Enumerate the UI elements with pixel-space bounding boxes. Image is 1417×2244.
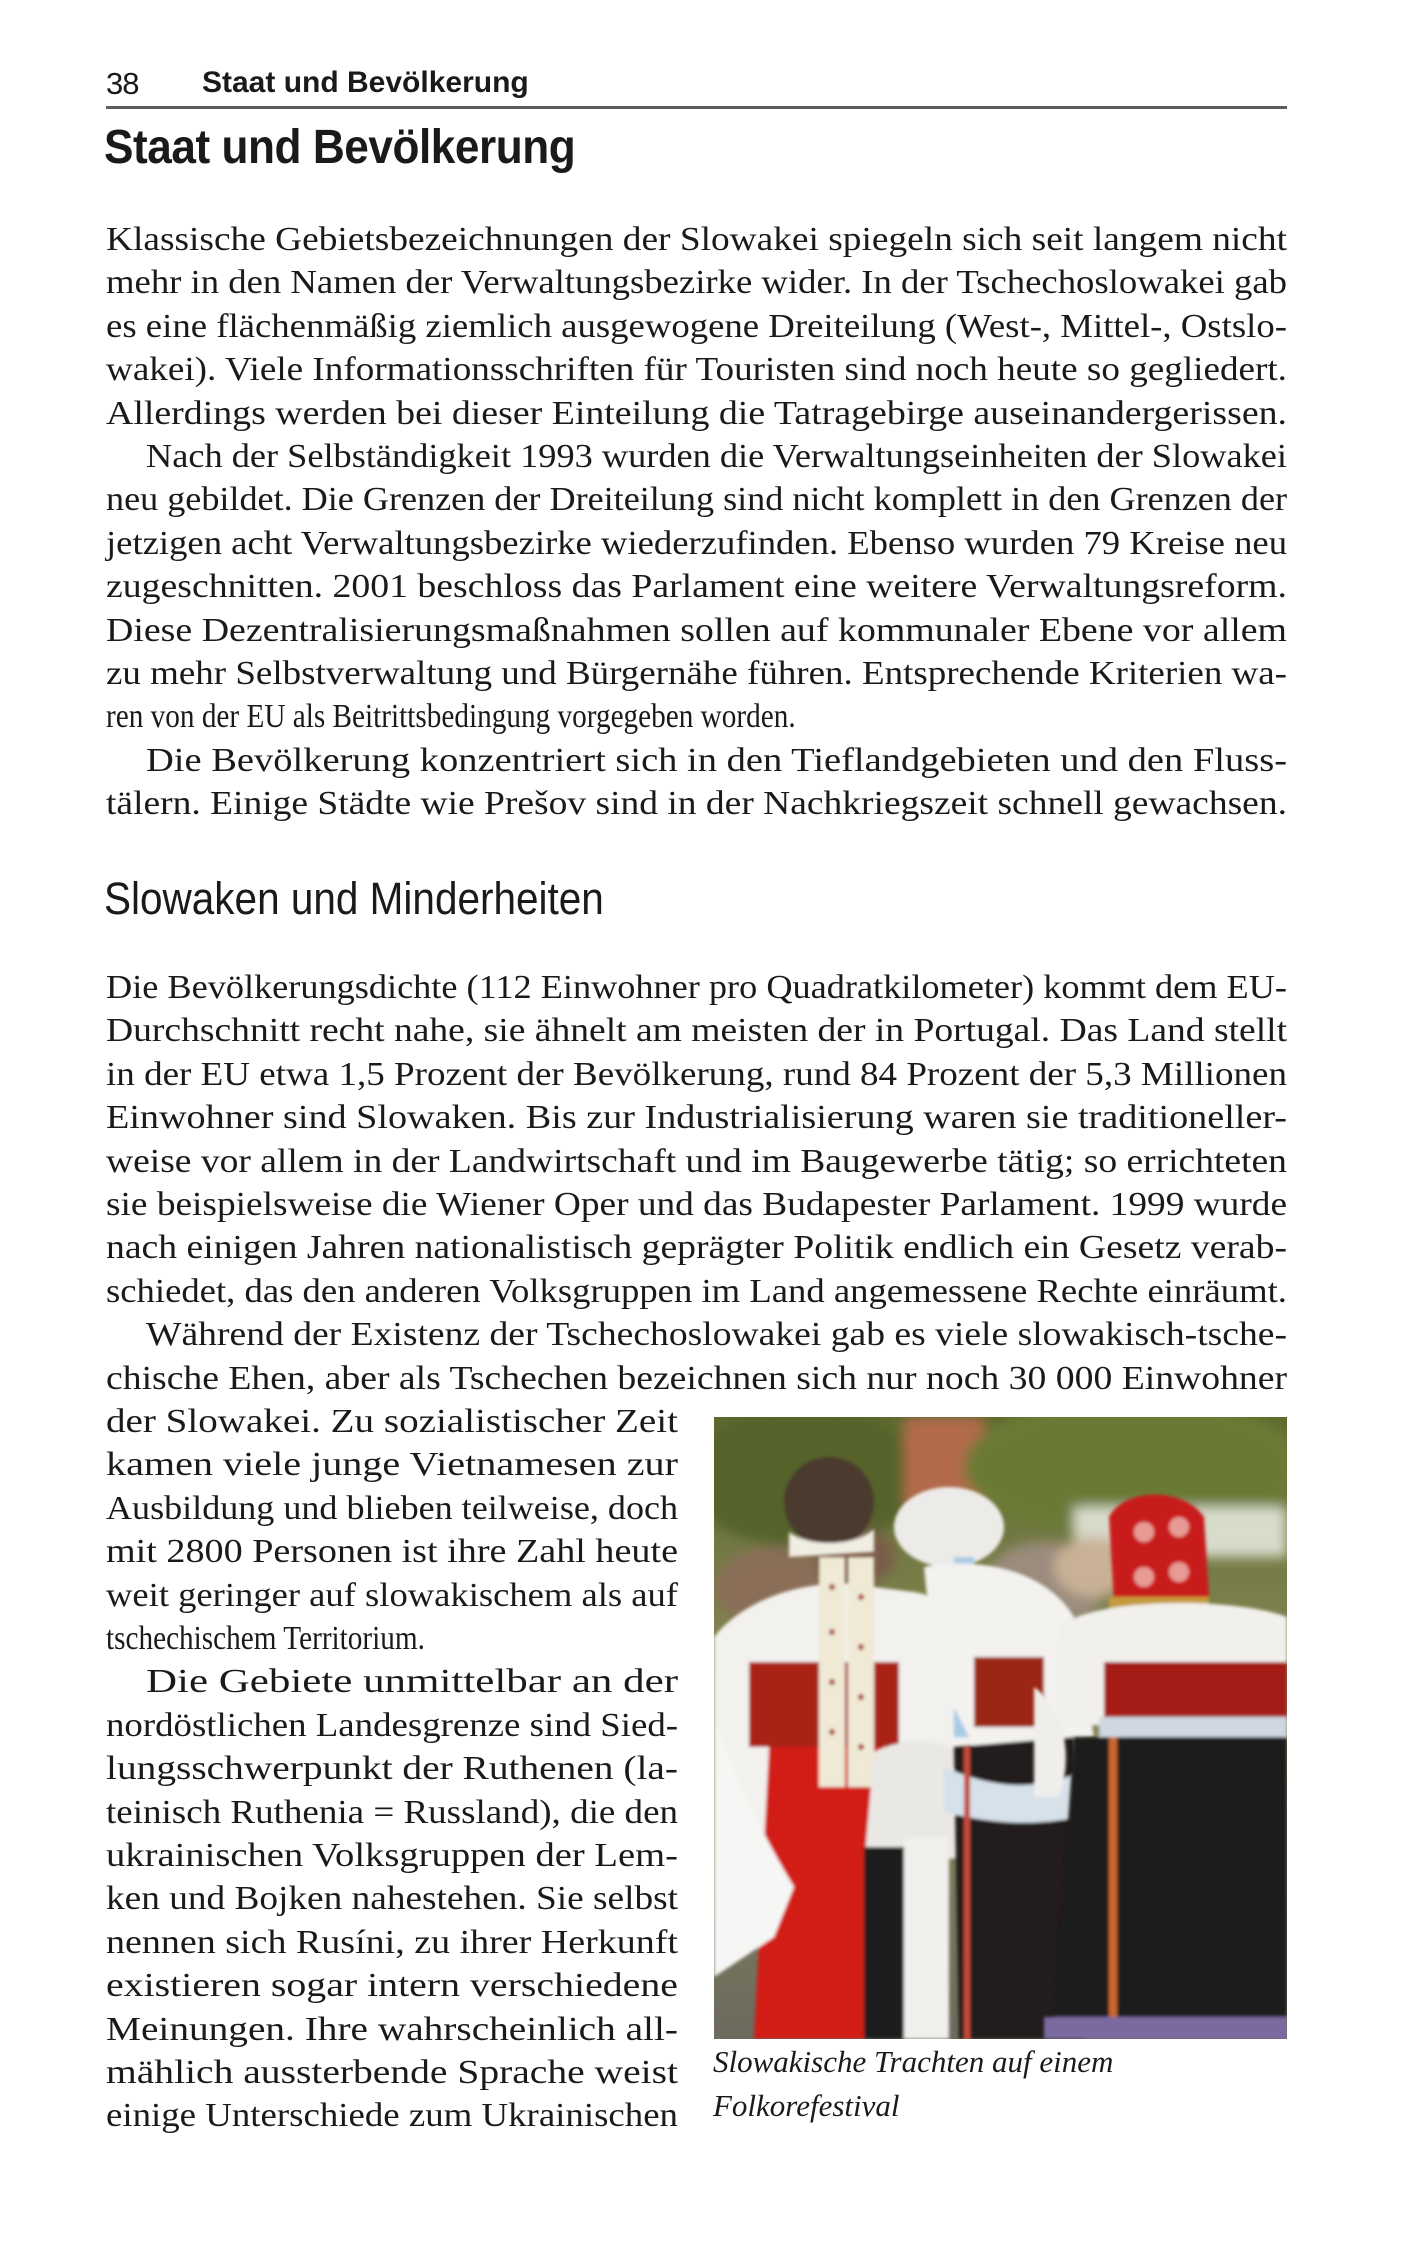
photo-caption-line: Folkorefestival bbox=[713, 2088, 900, 2123]
text-line-content: ren von der EU als Beitrittsbedingung vorgegeben worden. bbox=[106, 698, 796, 736]
text-line bbox=[106, 695, 1287, 739]
text-line bbox=[106, 218, 1287, 262]
text-line-content: zu mehr Selbstverwaltung und Bürgernähe führen. Entsprechende Kriterien wa- bbox=[106, 655, 1287, 692]
text-line bbox=[106, 1660, 718, 1704]
text-line bbox=[106, 392, 1287, 436]
text-line-content: in der EU etwa 1,5 Prozent der Bevölkerung, rund 84 Prozent der 5,3 Millionen bbox=[106, 1055, 1287, 1093]
text-line bbox=[106, 1140, 1287, 1184]
text-line-content: nach einigen Jahren nationalistisch geprägter Politik endlich ein Gesetz verab- bbox=[106, 1229, 1288, 1267]
text-line bbox=[106, 1530, 678, 1574]
text-line-content: zugeschnitten. 2001 beschloss das Parlament eine weitere Verwaltungsreform. bbox=[106, 568, 1287, 606]
text-line-content: weise vor allem in der Landwirtschaft und im Baugewerbe tätig; so errichteten bbox=[106, 1142, 1287, 1180]
photo-illustration bbox=[714, 1417, 1287, 2039]
text-line bbox=[106, 1877, 678, 1921]
text-line bbox=[106, 1964, 678, 2008]
text-line bbox=[106, 435, 1327, 479]
text-line bbox=[106, 1009, 1287, 1053]
text-line-content: Nach der Selbständigkeit 1993 wurden die Verwaltungseinheiten der Slowakei bbox=[146, 438, 1287, 475]
text-line-content: kamen viele junge Vietnamesen zur bbox=[106, 1446, 678, 1484]
text-line bbox=[106, 1791, 678, 1835]
text-line-content: ken und Bojken nahestehen. Sie selbst bbox=[106, 1880, 679, 1918]
running-head bbox=[106, 62, 1287, 109]
text-line bbox=[106, 652, 1287, 696]
text-line-content: es eine flächenmäßig ziemlich ausgewogene Dreiteilung (West-, Mittel-, Ostslo- bbox=[106, 307, 1287, 345]
text-line-content: Die Gebiete unmittelbar an der bbox=[146, 1663, 679, 1701]
text-line-content: Diese Dezentralisierungsmaßnahmen sollen auf kommunaler Ebene vor allem bbox=[106, 611, 1288, 649]
text-line bbox=[106, 2008, 678, 2052]
text-line bbox=[106, 1313, 1327, 1357]
text-line bbox=[106, 522, 1287, 566]
section-heading: Staat und Bevölkerung bbox=[104, 121, 576, 174]
text-line-content: lungsschwerpunkt der Ruthenen (la- bbox=[106, 1750, 679, 1788]
text-line-content: nordöstlichen Landesgrenze sind Sied- bbox=[106, 1706, 679, 1744]
text-line bbox=[106, 1443, 678, 1487]
text-line-content: mählich aussterbende Sprache weist bbox=[106, 2054, 679, 2091]
text-line bbox=[106, 1834, 678, 1878]
text-line-content: wakei). Viele Informationsschriften für Touristen sind noch heute so gegliedert. bbox=[106, 351, 1287, 389]
text-line bbox=[106, 305, 1287, 349]
text-line bbox=[106, 1574, 678, 1618]
page-number: 38 bbox=[106, 66, 139, 101]
text-line-content: Allerdings werden bei dieser Einteilung die Tatragebirge auseinandergerissen. bbox=[106, 394, 1288, 432]
text-line-content: Durchschnitt recht nahe, sie ähnelt am meisten der in Portugal. Das Land stellt bbox=[106, 1012, 1288, 1050]
text-line bbox=[106, 1270, 1287, 1314]
text-line-content: chische Ehen, aber als Tschechen bezeichnen sich nur noch 30 000 Einwohner bbox=[106, 1359, 1288, 1397]
text-line-content: existieren sogar intern verschiedene bbox=[106, 1967, 678, 2005]
text-line bbox=[106, 1704, 678, 1748]
text-line-content: nennen sich Rusíni, zu ihrer Herkunft bbox=[106, 1923, 679, 1961]
text-line-content: tälern. Einige Städte wie Prešov sind in der Nachkriegszeit schnell gewachsen. bbox=[106, 785, 1287, 823]
text-line bbox=[106, 739, 1327, 783]
text-line bbox=[106, 1183, 1287, 1227]
text-line bbox=[106, 1747, 678, 1791]
text-line-content: Ausbildung und blieben teilweise, doch bbox=[106, 1489, 679, 1527]
text-line-content: mit 2800 Personen ist ihre Zahl heute bbox=[106, 1533, 679, 1571]
text-line bbox=[106, 1053, 1287, 1097]
text-line-content: weit geringer auf slowakischem als auf bbox=[106, 1576, 678, 1614]
text-line bbox=[106, 565, 1287, 609]
text-line bbox=[106, 782, 1287, 826]
text-line-content: teinisch Ruthenia = Russland), die den bbox=[106, 1793, 679, 1831]
folk-costume-photo bbox=[714, 1417, 1287, 2039]
text-line bbox=[106, 2094, 678, 2138]
text-line bbox=[106, 261, 1287, 305]
text-line bbox=[106, 1400, 678, 1444]
text-line-content: Meinungen. Ihre wahrscheinlich all- bbox=[106, 2010, 678, 2048]
text-line-content: jetzigen acht Verwaltungsbezirke wiederzufinden. Ebenso wurden 79 Kreise neu bbox=[106, 524, 1288, 562]
text-line-content: mehr in den Namen der Verwaltungsbezirke wider. In der Tschechoslowakei gab bbox=[106, 264, 1287, 302]
text-line bbox=[106, 609, 1287, 653]
text-line-content: schiedet, das den anderen Volksgruppen im Land angemessene Rechte einräumt. bbox=[106, 1272, 1287, 1310]
text-line bbox=[106, 1226, 1287, 1270]
text-line-content: Klassische Gebietsbezeichnungen der Slowakei spiegeln sich seit langem nicht bbox=[106, 221, 1287, 258]
text-line bbox=[106, 1617, 678, 1661]
subsection-heading: Slowaken und Minderheiten bbox=[104, 873, 604, 924]
text-line bbox=[106, 1096, 1287, 1140]
text-line bbox=[106, 348, 1287, 392]
text-line bbox=[106, 966, 1287, 1010]
text-line-content: Während der Existenz der Tschechoslowakei gab es viele slowakisch-tsche- bbox=[146, 1316, 1287, 1354]
text-line-content: Einwohner sind Slowaken. Bis zur Industrialisierung waren sie traditioneller- bbox=[106, 1099, 1288, 1137]
text-line-content: Die Bevölkerungsdichte (112 Einwohner pro Quadratkilometer) kommt dem EU- bbox=[106, 969, 1287, 1006]
text-line-content: ukrainischen Volksgruppen der Lem- bbox=[106, 1837, 679, 1874]
text-line-content: der Slowakei. Zu sozialistischer Zeit bbox=[106, 1403, 678, 1440]
text-line bbox=[106, 1357, 1287, 1401]
photo-caption-line: Slowakische Trachten auf einem bbox=[713, 2044, 1114, 2079]
text-line-content: einige Unterschiede zum Ukrainischen bbox=[106, 2097, 678, 2135]
text-line bbox=[106, 2051, 678, 2095]
text-line bbox=[106, 1487, 678, 1531]
text-line bbox=[106, 1921, 678, 1965]
text-line-content: Die Bevölkerung konzentriert sich in den Tieflandgebieten und den Fluss- bbox=[146, 741, 1288, 779]
text-line bbox=[106, 478, 1287, 522]
text-line-content: neu gebildet. Die Grenzen der Dreiteilung sind nicht komplett in den Grenzen der bbox=[106, 481, 1288, 519]
text-line-content: sie beispielsweise die Wiener Oper und das Budapester Parlament. 1999 wurde bbox=[106, 1186, 1288, 1223]
running-title: Staat und Bevölkerung bbox=[202, 66, 529, 99]
text-line-content: tschechischem Territorium. bbox=[106, 1620, 425, 1657]
